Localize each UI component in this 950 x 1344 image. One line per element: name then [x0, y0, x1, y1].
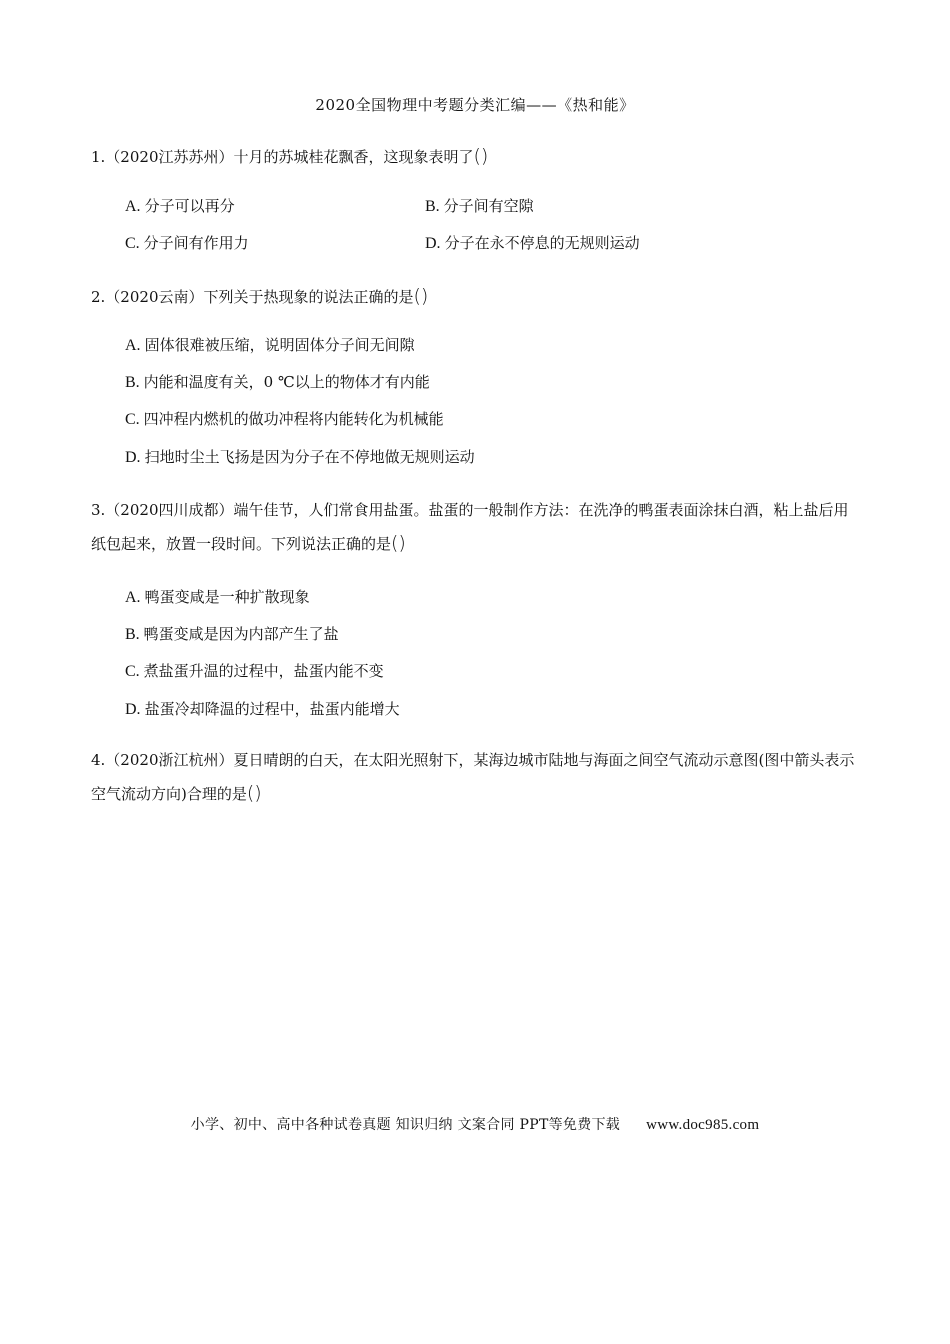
option-text: 四冲程内燃机的做功冲程将内能转化为机械能 — [143, 410, 444, 428]
option-letter: C. — [125, 663, 140, 680]
question-1-stem — [91, 140, 861, 173]
question-3-stem — [91, 494, 861, 561]
question-2-text: 2.（2020云南）下列关于热现象的说法正确的是 — [91, 288, 414, 306]
option-letter: D. — [125, 701, 141, 718]
option-letter: C. — [125, 411, 140, 428]
option-text: 煮盐蛋升温的过程中，盐蛋内能不变 — [143, 662, 384, 680]
question-2-answer-blank: () — [413, 285, 429, 307]
question-2-option-d — [125, 446, 475, 469]
question-1-option-a — [125, 195, 235, 218]
page-footer — [0, 1114, 950, 1134]
option-letter: A. — [125, 198, 141, 215]
option-text: 分子间有作用力 — [143, 234, 249, 252]
option-text: 鸭蛋变咸是因为内部产生了盐 — [143, 625, 339, 643]
question-3-option-d — [125, 698, 400, 721]
option-letter: B. — [425, 198, 440, 215]
question-2-option-b — [125, 371, 430, 394]
footer-text: 小学、初中、高中各种试卷真题 知识归纳 文案合同 PPT等免费下载 — [190, 1117, 621, 1133]
question-4-text: 4.（2020浙江杭州）夏日晴朗的白天，在太阳光照射下，某海边城市陆地与海面之间空气流动示意图(图中箭头表示空气流动方向)合理的是 — [91, 751, 855, 803]
option-letter: D. — [425, 235, 441, 252]
question-3-text: 3.（2020四川成都）端午佳节，人们常食用盐蛋。盐蛋的一般制作方法：在洗净的鸭蛋表面涂抹白酒，粘上盐后用纸包起来，放置一段时间。下列说法正确的是 — [91, 501, 849, 553]
question-1-option-d — [425, 232, 640, 255]
document-title: 2020全国物理中考题分类汇编——《热和能》 — [315, 96, 635, 114]
footer-url: www.doc985.com — [646, 1117, 760, 1133]
question-1-text: 1.（2020江苏苏州）十月的苏城桂花飘香，这现象表明了 — [91, 148, 474, 166]
option-text: 分子间有空隙 — [443, 197, 534, 215]
question-4-answer-blank: () — [246, 782, 262, 804]
option-letter: B. — [125, 626, 140, 643]
option-text: 分子可以再分 — [144, 197, 235, 215]
option-letter: C. — [125, 235, 140, 252]
question-4-stem — [91, 744, 861, 811]
option-letter: A. — [125, 589, 141, 606]
option-text: 内能和温度有关，0 ℃以上的物体才有内能 — [143, 373, 430, 391]
option-letter: D. — [125, 449, 141, 466]
question-3-answer-blank: () — [391, 532, 406, 554]
question-1-option-c — [125, 232, 249, 255]
question-1-answer-blank: () — [473, 145, 489, 167]
option-text: 盐蛋冷却降温的过程中，盐蛋内能增大 — [144, 700, 400, 718]
question-2-stem — [91, 280, 861, 313]
question-3-option-a — [125, 586, 310, 609]
option-letter: B. — [125, 374, 140, 391]
option-text: 扫地时尘土飞扬是因为分子在不停地做无规则运动 — [144, 448, 475, 466]
question-1-option-b — [425, 195, 534, 218]
option-text: 鸭蛋变咸是一种扩散现象 — [144, 588, 310, 606]
option-text: 分子在永不停息的无规则运动 — [444, 234, 640, 252]
question-2-option-a — [125, 334, 415, 357]
question-2-option-c — [125, 408, 444, 431]
question-3-option-c — [125, 660, 384, 683]
question-3-option-b — [125, 623, 339, 646]
option-letter: A. — [125, 337, 141, 354]
option-text: 固体很难被压缩，说明固体分子间无间隙 — [144, 336, 415, 354]
